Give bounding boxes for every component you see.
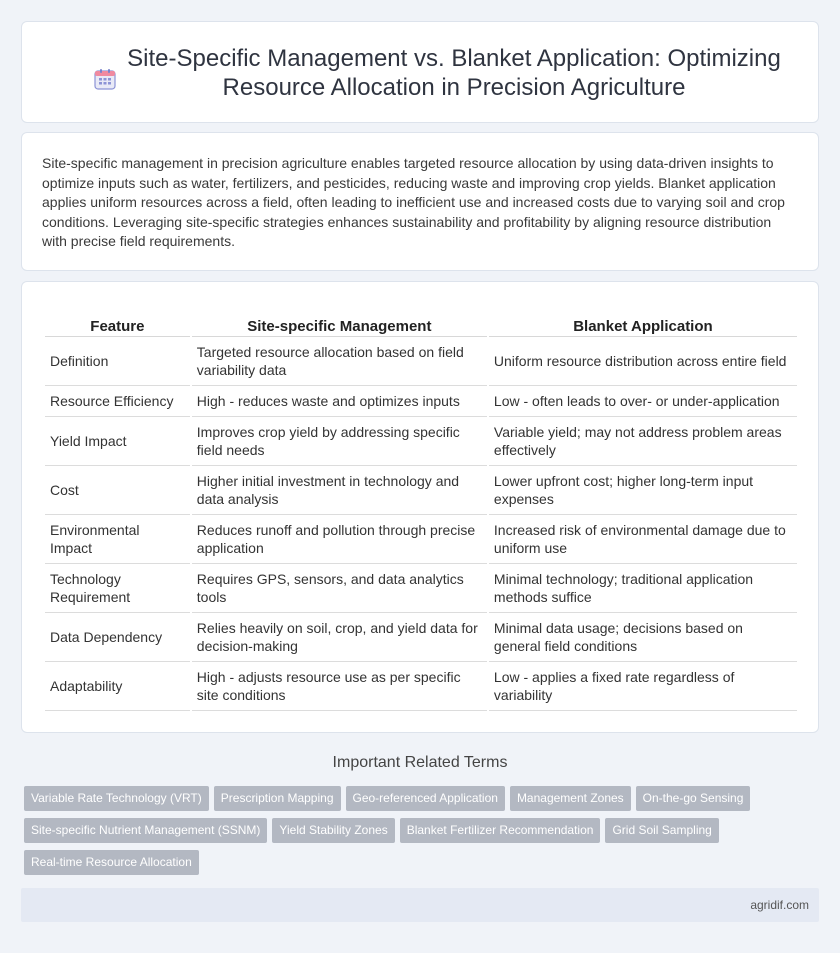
- intro-paragraph: Site-specific management in precision agriculture enables targeted resource allocation by using data-driven insights to optimize inputs such as water, fertilizers, and pesticides, reducing waste and improving crop yields. Blanket application applies uniform resources across a field, often leading to inefficient use and increased costs due to varying soil and crop conditions. Leveraging site-specific strategies enhances sustainability and profitability by aligning resource distribution with precise field requirements.: [42, 155, 785, 249]
- table-cell-feature: Technology Requirement: [45, 564, 190, 613]
- table-cell-feature: Environmental Impact: [45, 515, 190, 564]
- header-site-specific: Site-specific Management: [192, 315, 487, 337]
- table-cell-site-specific: Relies heavily on soil, crop, and yield data for decision-making: [192, 613, 487, 662]
- term-tag[interactable]: Grid Soil Sampling: [605, 818, 718, 843]
- header-blanket: Blanket Application: [489, 315, 797, 337]
- term-tag[interactable]: Site-specific Nutrient Management (SSNM): [24, 818, 267, 843]
- term-tag[interactable]: Prescription Mapping: [214, 786, 341, 811]
- footer-site-link[interactable]: agridif.com: [750, 898, 809, 912]
- term-tag[interactable]: Management Zones: [510, 786, 631, 811]
- header-feature: Feature: [45, 315, 190, 337]
- intro-card: [21, 132, 819, 271]
- term-tag[interactable]: On-the-go Sensing: [636, 786, 751, 811]
- table-row: [45, 564, 797, 613]
- table-cell-blanket: Lower upfront cost; higher long-term input expenses: [489, 466, 797, 515]
- title-card: [21, 21, 819, 123]
- table-cell-site-specific: Reduces runoff and pollution through precise application: [192, 515, 487, 564]
- table-row: [45, 613, 797, 662]
- table-cell-feature: Definition: [45, 337, 190, 386]
- comparison-table: [43, 315, 799, 711]
- table-cell-site-specific: Higher initial investment in technology and data analysis: [192, 466, 487, 515]
- table-cell-site-specific: Requires GPS, sensors, and data analytics tools: [192, 564, 487, 613]
- table-cell-blanket: Uniform resource distribution across entire field: [489, 337, 797, 386]
- footer: [21, 888, 819, 922]
- term-tag[interactable]: Blanket Fertilizer Recommendation: [400, 818, 601, 843]
- table-cell-site-specific: High - reduces waste and optimizes inputs: [192, 386, 487, 417]
- table-row: [45, 466, 797, 515]
- calendar-icon: [92, 66, 118, 92]
- comparison-table-card: [21, 281, 819, 733]
- table-header-row: [45, 315, 797, 337]
- table-cell-feature: Cost: [45, 466, 190, 515]
- table-row: [45, 386, 797, 417]
- term-tag[interactable]: Yield Stability Zones: [272, 818, 394, 843]
- table-cell-blanket: Minimal data usage; decisions based on general field conditions: [489, 613, 797, 662]
- table-row: [45, 662, 797, 711]
- table-cell-feature: Data Dependency: [45, 613, 190, 662]
- term-tag[interactable]: Geo-referenced Application: [346, 786, 505, 811]
- table-cell-feature: Adaptability: [45, 662, 190, 711]
- table-cell-feature: Resource Efficiency: [45, 386, 190, 417]
- table-cell-blanket: Low - often leads to over- or under-application: [489, 386, 797, 417]
- term-tag[interactable]: Real-time Resource Allocation: [24, 850, 199, 875]
- table-cell-site-specific: High - adjusts resource use as per specific site conditions: [192, 662, 487, 711]
- table-cell-blanket: Increased risk of environmental damage due to uniform use: [489, 515, 797, 564]
- related-terms-tags: [24, 786, 804, 882]
- table-row: [45, 515, 797, 564]
- page-title: Site-Specific Management vs. Blanket Application: Optimizing Resource Allocation in Precision Agriculture: [127, 45, 781, 101]
- table-cell-blanket: Minimal technology; traditional application methods suffice: [489, 564, 797, 613]
- table-row: [45, 417, 797, 466]
- table-row: [45, 337, 797, 386]
- table-cell-blanket: Low - applies a fixed rate regardless of variability: [489, 662, 797, 711]
- table-cell-feature: Yield Impact: [45, 417, 190, 466]
- related-terms-title: Important Related Terms: [332, 754, 508, 771]
- table-cell-site-specific: Improves crop yield by addressing specific field needs: [192, 417, 487, 466]
- table-cell-site-specific: Targeted resource allocation based on field variability data: [192, 337, 487, 386]
- table-cell-blanket: Variable yield; may not address problem areas effectively: [489, 417, 797, 466]
- term-tag[interactable]: Variable Rate Technology (VRT): [24, 786, 209, 811]
